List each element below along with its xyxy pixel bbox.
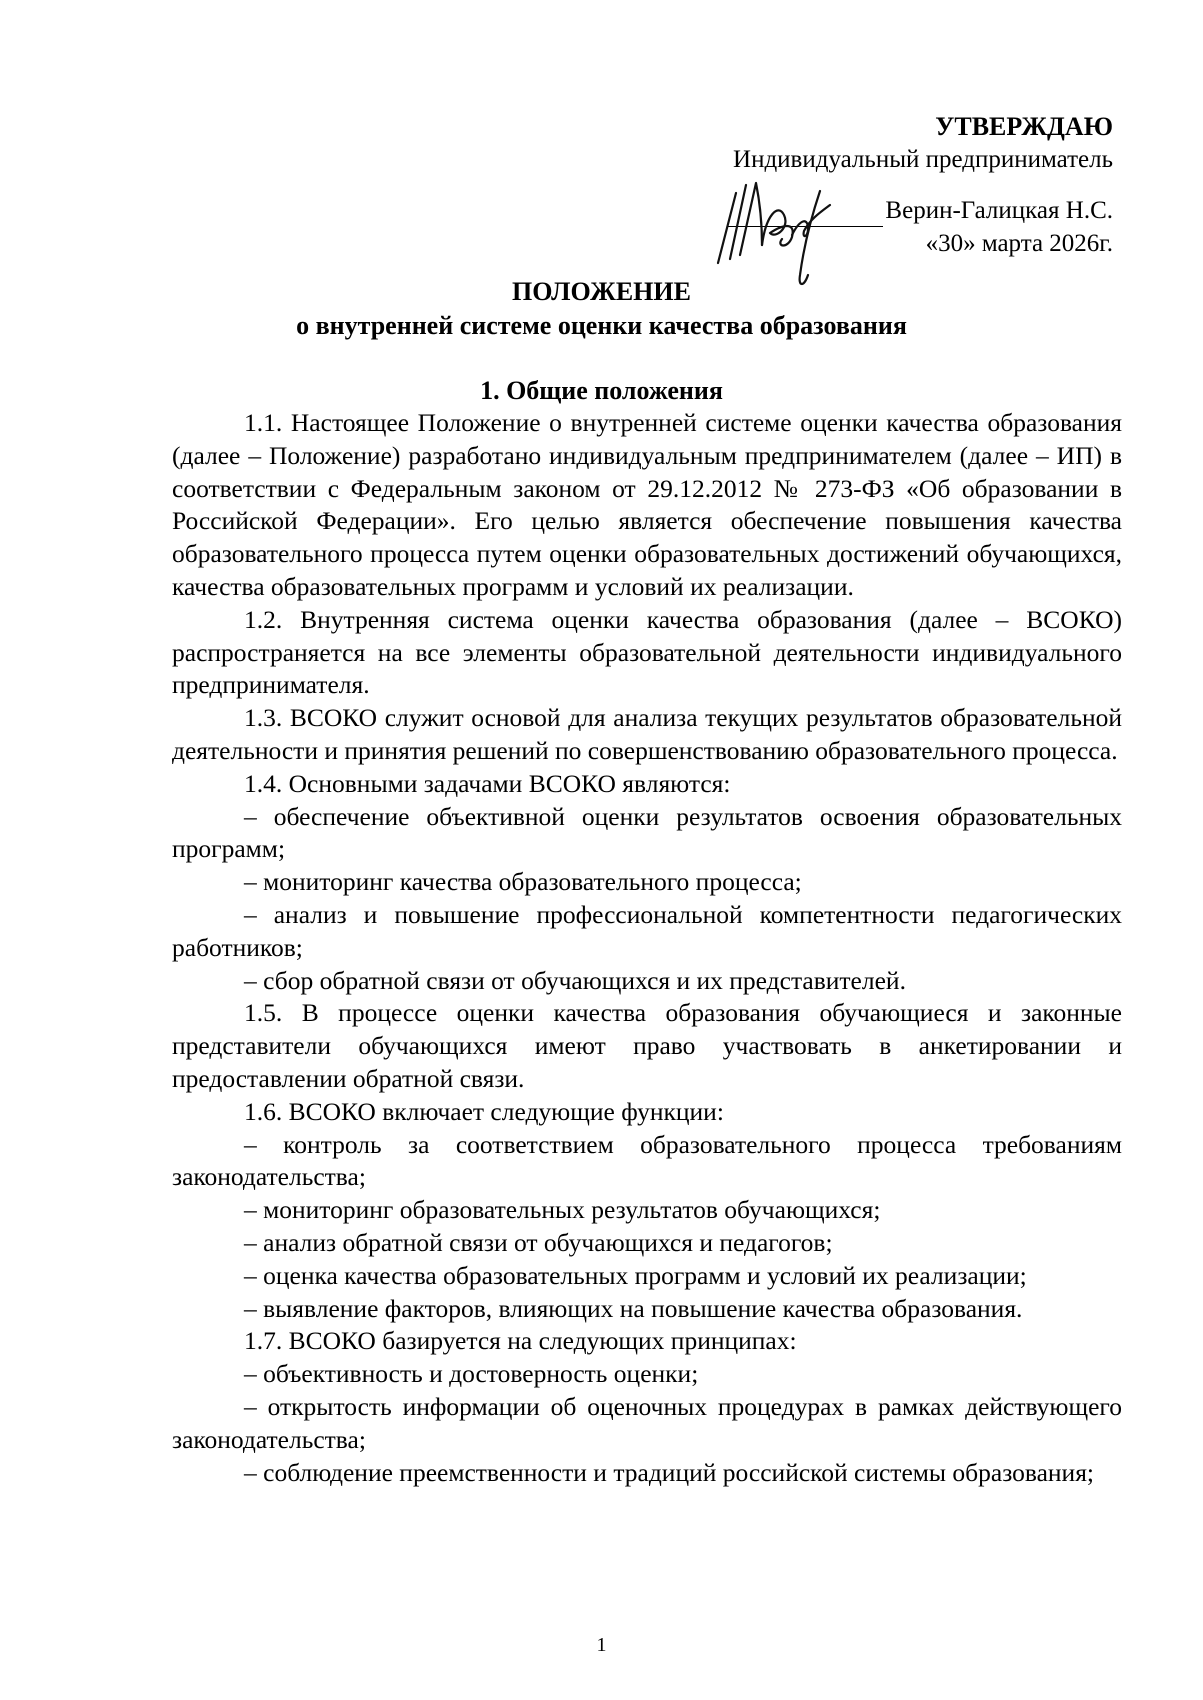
paragraph: 1.6. ВСОКО включает следующие функции: — [244, 1096, 724, 1126]
list-item: – соблюдение преемственности и традиций российской системы образования; — [244, 1457, 1095, 1487]
document-body — [172, 407, 1122, 1489]
paragraph: 1.1. Настоящее Положение о внутренней системе оценки качества образования (далее – Положение) разработано индивидуальным предпринимателем (далее – ИП) в соответствии с Федеральным законом от 29.12.2012 № 273-ФЗ «Об образовании в Российской Федерации». Его целью является обеспечение повышения качества образовательного процесса путем оценки образовательных достижений обучающихся, качества образовательных программ и условий их реализации. — [172, 408, 1122, 601]
paragraph: 1.2. Внутренняя система оценки качества образования (далее – ВСОКО) распространяется на все элементы образовательной деятельности индивидуального предпринимателя. — [172, 604, 1122, 700]
document-title: ПОЛОЖЕНИЕ — [512, 277, 691, 306]
approval-date: «30» марта 2026г. — [925, 230, 1113, 257]
approver-name: Верин-Галицкая Н.С. — [885, 197, 1113, 224]
list-item: – анализ и повышение профессиональной компетентности педагогических работников; — [172, 899, 1122, 962]
section-title: 1. Общие положения — [480, 376, 723, 405]
paragraph: 1.3. ВСОКО служит основой для анализа текущих результатов образовательной деятельности и принятия решений по совершенствованию образовательного процесса. — [172, 703, 1122, 765]
approver-position: Индивидуальный предприниматель — [733, 146, 1113, 173]
handwritten-signature — [700, 175, 900, 290]
list-item: – открытость информации об оценочных процедурах в рамках действующего законодательства; — [172, 1391, 1122, 1454]
paragraph: 1.4. Основными задачами ВСОКО являются: — [244, 768, 731, 798]
list-item: – выявление факторов, влияющих на повышение качества образования. — [244, 1293, 1023, 1323]
page-number: 1 — [596, 1634, 607, 1656]
paragraph: 1.7. ВСОКО базируется на следующих принципах: — [244, 1326, 797, 1356]
approval-title: УТВЕРЖДАЮ — [935, 112, 1113, 141]
document-title-block — [0, 275, 1203, 343]
document-subtitle: о внутренней системе оценки качества образования — [296, 311, 907, 340]
list-item: – мониторинг образовательных результатов обучающихся; — [244, 1195, 881, 1225]
list-item: – мониторинг качества образовательного процесса; — [244, 867, 802, 897]
list-item: – оценка качества образовательных программ и условий их реализации; — [244, 1260, 1027, 1290]
list-item: – обеспечение объективной оценки результатов освоения образовательных программ; — [172, 801, 1122, 864]
paragraph: 1.5. В процессе оценки качества образования обучающиеся и законные представители обучающихся имеют право участвовать в анкетировании и предоставлении обратной связи. — [172, 998, 1122, 1093]
list-item: – объективность и достоверность оценки; — [244, 1359, 699, 1389]
list-item: – сбор обратной связи от обучающихся и их представителей. — [244, 965, 906, 995]
list-item: – контроль за соответствием образовательного процесса требованиям законодательства; — [172, 1129, 1122, 1192]
list-item: – анализ обратной связи от обучающихся и педагогов; — [244, 1227, 833, 1257]
